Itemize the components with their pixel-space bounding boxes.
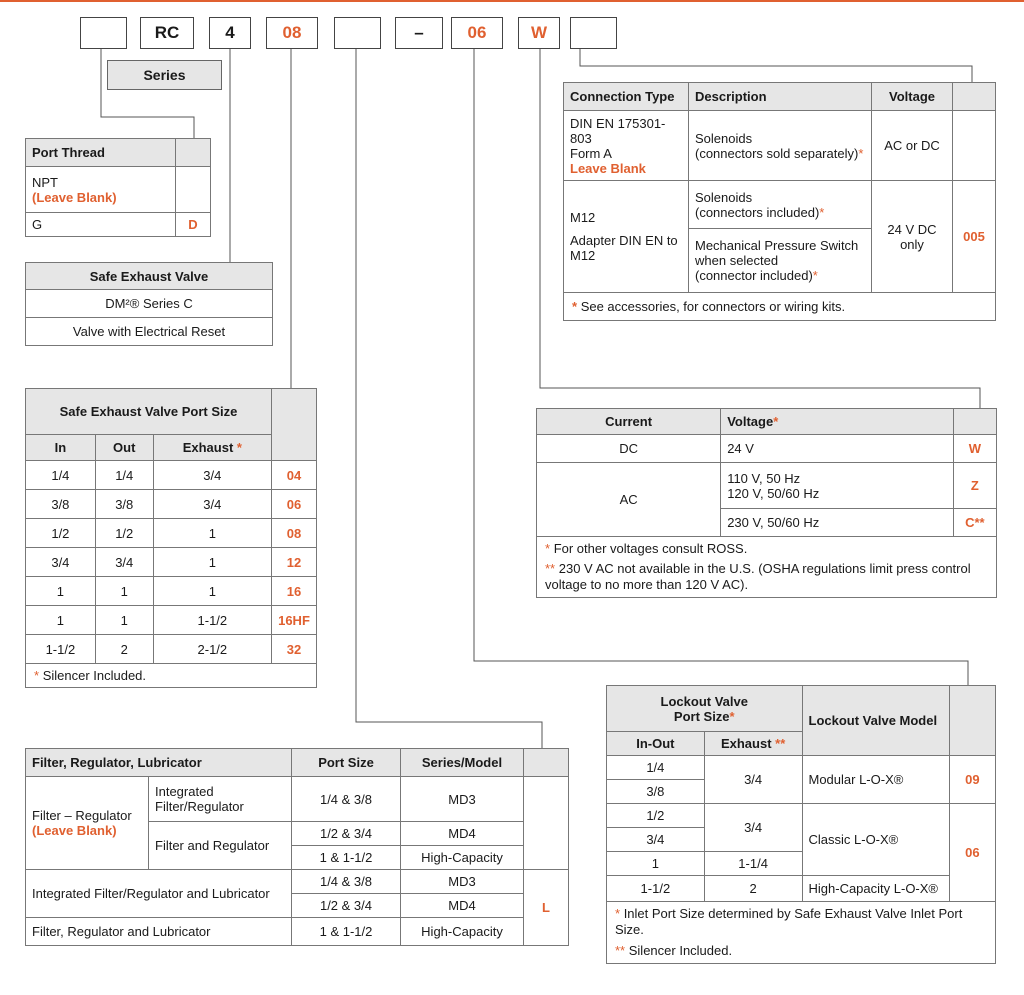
safe-exhaust-valve-row: Valve with Electrical Reset [26, 318, 273, 346]
table-row: 3/4 3/4 1 12 [26, 548, 317, 577]
model-box-port-size: 08 [266, 17, 318, 49]
connection-note: * See accessories, for connectors or wiring kits. [564, 293, 996, 321]
lockout-col-exhaust: Exhaust ** [704, 732, 802, 756]
safe-exhaust-valve-row: DM²® Series C [26, 290, 273, 318]
connection-solenoids-separate: Solenoids (connectors sold separately)* [689, 111, 872, 181]
frl-code: L [524, 870, 569, 946]
lockout-col-inout: In-Out [607, 732, 705, 756]
model-box-connection [570, 17, 617, 49]
port-size-col-in: In [26, 435, 96, 461]
table-row: 1 1 1 16 [26, 577, 317, 606]
current-col-current: Current [537, 409, 721, 435]
port-thread-npt: NPT (Leave Blank) [26, 167, 176, 213]
connection-col-desc: Description [689, 83, 872, 111]
frl-integrated: Integrated Filter/Regulator [149, 777, 292, 822]
table-row: 1-1/2 2 2-1/2 32 [26, 635, 317, 664]
port-size-header: Safe Exhaust Valve Port Size [26, 389, 272, 435]
model-box-voltage: W [518, 17, 560, 49]
current-ac-code-z: Z [953, 463, 996, 509]
port-size-note: * Silencer Included. [26, 664, 317, 688]
port-thread-g: G [26, 213, 176, 237]
model-box-dash: – [395, 17, 443, 49]
table-row: 1/2 1/2 1 08 [26, 519, 317, 548]
lockout-notes: * Inlet Port Size determined by Safe Exhaust Valve Inlet Port Size. ** Silencer Included. [607, 902, 996, 964]
current-table: Current Voltage* DC 24 V W AC 110 V, 50 Hz 120 V, 50/60 Hz Z 230 V, 50/60 Hz C** * For other voltages consult ROSS. ** 230 V AC not available in the U.S. (OSHA regulations limit press control voltage to no more than 120 V AC). [536, 408, 997, 598]
safe-exhaust-valve-header: Safe Exhaust Valve [26, 263, 273, 290]
connection-col-voltage: Voltage [872, 83, 953, 111]
table-row: 1/4 1/4 3/4 04 [26, 461, 317, 490]
port-size-col-out: Out [95, 435, 153, 461]
model-box-valve: 4 [209, 17, 251, 49]
port-size-table [25, 388, 317, 688]
lockout-table: Lockout Valve Port Size* Lockout Valve Model In-Out Exhaust ** 1/4 3/4 Modular L-O-X® 09 3/8 1/2 3/4 Classic L-O-X® 06 3/4 1 1-1/4 1-1/2 2 High-Capacity L-O-X® * Inlet Port Size determined by Safe Exhaust Valve Inlet Port Size. ** Silencer Included. [606, 685, 996, 964]
safe-exhaust-valve-table [25, 262, 273, 346]
model-box-port-thread [80, 17, 127, 49]
frl-filter-regulator: Filter – Regulator (Leave Blank) [26, 777, 149, 870]
frl-filter-and-regulator: Filter and Regulator [149, 822, 292, 870]
table-row: 3/8 3/8 3/4 06 [26, 490, 317, 519]
port-size-col-exhaust: Exhaust * [153, 435, 271, 461]
current-ac-code-c: C** [953, 509, 996, 537]
lockout-code-09: 09 [949, 756, 995, 804]
series-label: Series [107, 60, 222, 90]
frl-integrated-lubricator: Integrated Filter/Regulator and Lubricator [26, 870, 292, 918]
port-thread-header: Port Thread [26, 139, 176, 167]
frl-col-name: Filter, Regulator, Lubricator [26, 749, 292, 777]
frl-col-series: Series/Model [401, 749, 524, 777]
current-notes: * For other voltages consult ROSS. ** 230 V AC not available in the U.S. (OSHA regulations limit press control voltage to no more than 120 V AC). [537, 537, 997, 598]
connection-code: 005 [953, 181, 996, 293]
frl-filter-regulator-lubricator: Filter, Regulator and Lubricator [26, 918, 292, 946]
model-box-series: RC [140, 17, 194, 49]
connection-solenoids-included: Solenoids (connectors included)* [689, 181, 872, 229]
frl-table: Filter, Regulator, Lubricator Port Size Series/Model Filter – Regulator (Leave Blank) Integrated Filter/Regulator 1/4 & 3/8 MD3 Filter and Regulator 1/2 & 3/4 MD4 1 & 1-1/2 High-Capacity Integrated Filter/Regulator and Lubricator 1/4 & 3/8 MD3 L 1/2 & 3/4 MD4 Filter, Regulator and Lubricator 1 & 1-1/2 High-Capacity [25, 748, 569, 946]
connection-din: DIN EN 175301-803 Form A Leave Blank [564, 111, 689, 181]
connection-col-type: Connection Type [564, 83, 689, 111]
connection-table: Connection Type Description Voltage DIN EN 175301-803 Form A Leave Blank Solenoids (connectors sold separately)* AC or DC M12 Adapter DIN EN to M12 Solenoids (connectors included)* 24 V DC only 005 Mechanical Pressure Switch when selected (connector included)* * See accessories, for connectors or wiring kits. [563, 82, 996, 321]
table-row: 1 1 1-1/2 16HF [26, 606, 317, 635]
lockout-col-model: Lockout Valve Model [802, 686, 949, 756]
connection-pressure-switch: Mechanical Pressure Switch when selected (connector included)* [689, 229, 872, 293]
lockout-col-size: Lockout Valve Port Size* [607, 686, 803, 732]
current-dc-code: W [953, 435, 996, 463]
lockout-code-06: 06 [949, 804, 995, 902]
port-thread-g-code: D [176, 213, 211, 237]
frl-col-port: Port Size [292, 749, 401, 777]
port-thread-table [25, 138, 211, 237]
model-box-frl [334, 17, 381, 49]
connection-m12: M12 Adapter DIN EN to M12 [564, 181, 689, 293]
model-box-lockout: 06 [451, 17, 503, 49]
current-col-voltage: Voltage* [721, 409, 954, 435]
